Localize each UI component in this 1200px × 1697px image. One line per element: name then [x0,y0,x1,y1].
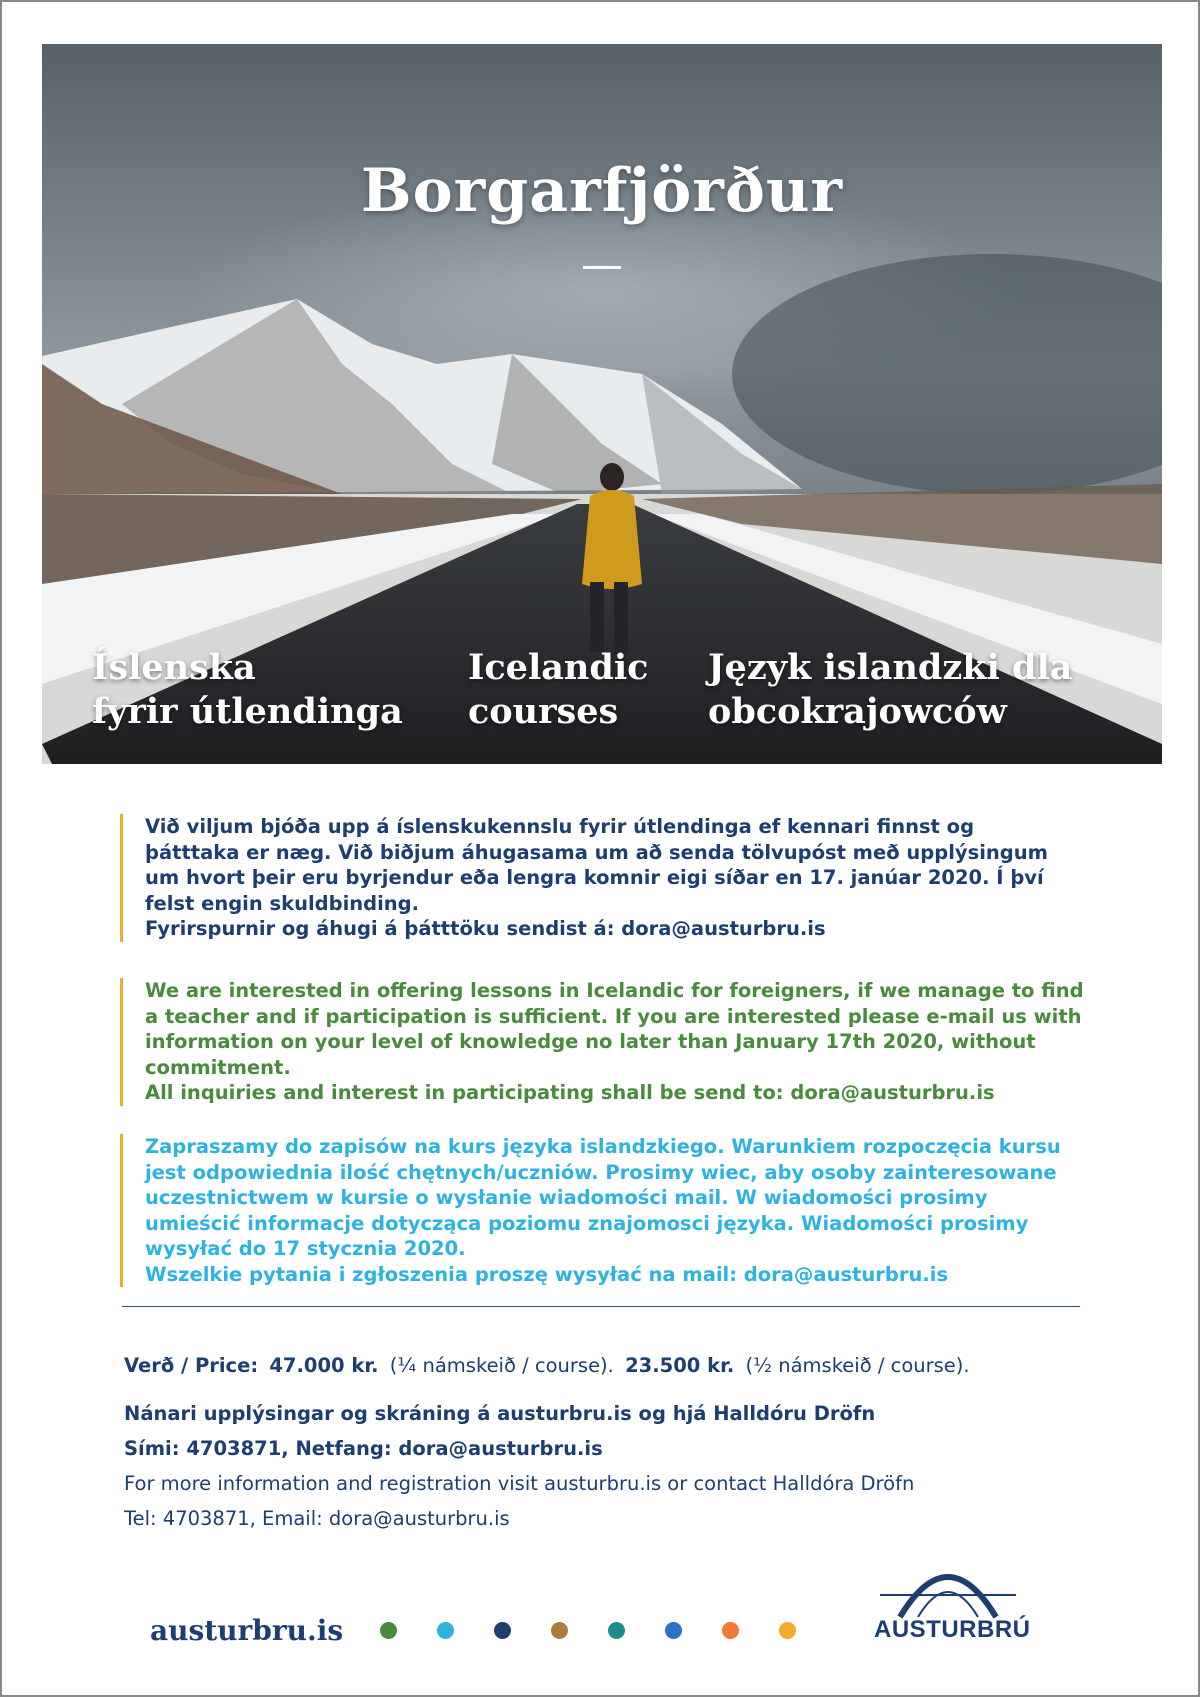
subtitle-english-line2: courses [468,691,619,732]
subtitle-polish-line2: obcokrajowców [708,691,1007,732]
section-divider [122,1306,1080,1307]
color-dot [665,1622,682,1639]
color-dot [380,1622,397,1639]
contact-icelandic-line2: Sími: 4703871, Netfang: dora@austurbru.is [124,1437,603,1460]
contact-english-line1: For more information and registration visit austurbru.is or contact Halldóra Dröfn [124,1472,915,1495]
hero-title: Borgarfjörður [360,156,844,226]
price-half-note: (½ námskeið / course). [745,1354,970,1377]
subtitle-english [468,646,648,734]
contact-icelandic-line1: Nánari upplýsingar og skráning á austurbru.is og hjá Halldóru Dröfn [124,1402,876,1425]
paragraph-line: Fyrirspurnir og áhugi á þátttöku sendist á: dora@austurbru.is [145,917,826,940]
hero-photo [42,44,1162,764]
paragraph-line: commitment. [145,1055,291,1079]
website-link[interactable]: austurbru.is [150,1614,344,1647]
price-half: 23.500 kr. [625,1354,735,1377]
contact-english-line2: Tel: 4703871, Email: dora@austurbru.is [124,1507,510,1530]
color-dot [722,1622,739,1639]
paragraph-line: felst engin skuldbinding. [145,891,420,915]
subtitle-icelandic [92,646,403,734]
paragraph-line: Við viljum bjóða upp á íslenskukennslu fyrir útlendinga ef kennari finnst og [145,815,975,838]
color-dot [551,1622,568,1639]
paragraph-line: jest odpowiednia ilość chętnych/uczniów. Prosimy wiec, aby osoby zainteresowane [145,1160,1057,1184]
paragraph-polish [120,1134,1110,1287]
subtitle-polish [708,646,1072,734]
color-dot [494,1622,511,1639]
paragraph-icelandic [120,814,1110,942]
color-dot [608,1622,625,1639]
color-dot [437,1622,454,1639]
paragraph-english [120,978,1110,1106]
paragraph-line: All inquiries and interest in participating shall be send to: dora@austurbru.is [145,1081,995,1104]
title-divider [583,266,621,269]
subtitle-icelandic-line2: fyrir útlendinga [92,691,403,732]
paragraph-line: Wszelkie pytania i zgłoszenia proszę wysyłać na mail: dora@austurbru.is [145,1262,949,1286]
paragraph-line: umieścić informacje dotycząca poziomu znajomosci języka. Wiadomości prosimy [145,1211,1029,1235]
price-label: Verð / Price: [124,1354,259,1377]
color-dot [779,1622,796,1639]
price-full-note: (¼ námskeið / course). [389,1354,614,1377]
subtitle-icelandic-line1: Íslenska [92,647,256,688]
logo-text: AUSTURBRÚ [874,1616,1031,1643]
subtitle-english-line1: Icelandic [468,647,649,688]
subtitle-polish-line1: Język islandzki dla [708,647,1073,688]
paragraph-line: þátttaka er næg. Við biðjum áhugasama um að senda tölvupóst með upplýsingum [145,840,1048,864]
price-full: 47.000 kr. [269,1354,379,1377]
paragraph-line: information on your level of knowledge no later than January 17th 2020, without [145,1030,1036,1053]
paragraph-line: wysyłać do 17 stycznia 2020. [145,1237,466,1260]
paragraph-line: Zapraszamy do zapisów na kurs języka islandzkiego. Warunkiem rozpoczęcia kursu [145,1135,1061,1158]
paragraph-line: um hvort þeir eru byrjendur eða lengra komnir eigi síðar en 17. janúar 2020. Í því [145,866,1044,889]
paragraph-line: a teacher and if participation is sufficient. If you are interested please e-mail us with [145,1004,1082,1028]
paragraph-line: We are interested in offering lessons in Icelandic for foreigners, if we manage to find [145,979,1084,1002]
paragraph-line: uczestnictwem w kursie o wysłanie wiadomości mail. W wiadomości prosimy [145,1186,988,1209]
price-line [124,1354,970,1377]
